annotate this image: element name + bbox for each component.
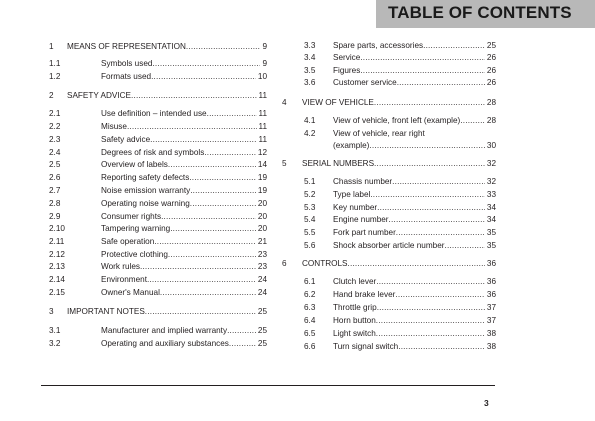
toc-entry-page: 25 xyxy=(257,326,267,335)
toc-entry-page: 23 xyxy=(257,250,267,259)
toc-entry-number: 2.7 xyxy=(49,186,61,195)
toc-entry-page: 28 xyxy=(486,116,496,125)
toc-entry[interactable] xyxy=(0,176,595,188)
toc-entry-title: Key number xyxy=(333,203,378,212)
toc-leader-dots xyxy=(348,258,485,270)
toc-entry[interactable] xyxy=(0,189,595,201)
toc-entry[interactable] xyxy=(0,128,595,140)
toc-entry-title: Environment xyxy=(101,275,147,284)
toc-entry-page: 35 xyxy=(486,228,496,237)
toc-entry-number: 1.1 xyxy=(49,59,61,68)
toc-entry-title: Overview of labels xyxy=(101,160,168,169)
toc-entry-title: Work rules xyxy=(101,262,140,271)
toc-entry-number: 6 xyxy=(282,259,287,268)
toc-entry-page: 24 xyxy=(257,288,267,297)
toc-entry-title: Light switch xyxy=(333,329,376,338)
toc-entry[interactable] xyxy=(0,214,595,226)
toc-entry[interactable] xyxy=(0,315,595,327)
toc-entry-number: 3.3 xyxy=(304,41,316,50)
toc-entry[interactable] xyxy=(0,97,595,109)
toc-entry-number: 5 xyxy=(282,159,287,168)
toc-leader-dots xyxy=(389,214,485,226)
toc-entry-number: 3.2 xyxy=(49,339,61,348)
toc-entry-title: CONTROLS xyxy=(302,259,348,268)
toc-entry-page: 9 xyxy=(262,59,267,68)
toc-entry-title: SERIAL NUMBERS xyxy=(302,159,375,168)
toc-entry-title: VIEW OF VEHICLE xyxy=(302,98,374,107)
toc-entry[interactable] xyxy=(0,289,595,301)
toc-entry-title: MEANS OF REPRESENTATION xyxy=(67,42,186,51)
toc-entry-page: 20 xyxy=(257,199,267,208)
toc-entry-page: 28 xyxy=(486,98,496,107)
toc-entry-page: 10 xyxy=(257,72,267,81)
toc-entry[interactable] xyxy=(0,227,595,239)
toc-entry[interactable] xyxy=(0,158,595,170)
toc-entry-number: 2.5 xyxy=(49,160,61,169)
toc-entry-title: Throttle grip xyxy=(333,303,377,312)
toc-entry-page: 26 xyxy=(486,78,496,87)
toc-entry-title: Protective clothing xyxy=(101,250,168,259)
toc-entry-page: 34 xyxy=(486,215,496,224)
toc-entry-number: 2.9 xyxy=(49,212,61,221)
toc-entry-title: Use definition – intended use xyxy=(101,109,207,118)
toc-entry-page: 19 xyxy=(257,186,267,195)
toc-entry-number: 2 xyxy=(49,91,54,100)
toc-entry-title: Reporting safety defects xyxy=(101,173,190,182)
toc-entry-page: 30 xyxy=(486,141,496,150)
toc-entry-title: Type label xyxy=(333,190,371,199)
toc-entry[interactable] xyxy=(0,115,595,127)
toc-leader-dots xyxy=(370,189,485,201)
toc-entry-title: Turn signal switch xyxy=(333,342,399,351)
toc-leader-dots xyxy=(398,341,485,353)
toc-entry-title: IMPORTANT NOTES xyxy=(67,307,145,316)
toc-entry-title: Manufacturer and implied warranty xyxy=(101,326,228,335)
toc-entry-title: (example) xyxy=(333,141,370,150)
toc-entry-number: 2.11 xyxy=(49,237,65,246)
toc-entry-page: 19 xyxy=(257,173,267,182)
toc-entry-page: 25 xyxy=(257,307,267,316)
toc-leader-dots xyxy=(369,140,484,152)
toc-leader-dots xyxy=(360,52,485,64)
toc-entry-number: 1.2 xyxy=(49,72,61,81)
toc-entry-title: Chassis number xyxy=(333,177,393,186)
toc-leader-dots xyxy=(376,315,485,327)
toc-entry-title: Service xyxy=(333,53,361,62)
toc-entry-title: Degrees of risk and symbols xyxy=(101,148,205,157)
toc-entry-title: Horn button xyxy=(333,316,376,325)
toc-entry-number: 3.1 xyxy=(49,326,61,335)
toc-leader-dots xyxy=(392,176,485,188)
toc-entry-page: 32 xyxy=(486,177,496,186)
toc-entry-title: Customer service xyxy=(333,78,397,87)
toc-entry-number: 6.6 xyxy=(304,342,316,351)
toc-entry-number: 3.5 xyxy=(304,66,316,75)
toc-entry-number: 3.4 xyxy=(304,53,316,62)
toc-entry-number: 2.15 xyxy=(49,288,65,297)
toc-entry-page: 36 xyxy=(486,290,496,299)
toc-entry-number: 5.2 xyxy=(304,190,316,199)
toc-entry-page: 24 xyxy=(257,275,267,284)
toc-leader-dots xyxy=(374,158,485,170)
toc-entry-title: Tampering warning xyxy=(101,224,171,233)
toc-entry-page: 38 xyxy=(486,342,496,351)
page-number: 3 xyxy=(484,398,489,408)
toc-entry-title: View of vehicle, front left (example) xyxy=(333,116,461,125)
toc-entry-page: 35 xyxy=(486,241,496,250)
toc-entry-page: 26 xyxy=(486,53,496,62)
toc-entry-number: 6.5 xyxy=(304,329,316,338)
toc-leader-dots xyxy=(360,65,485,77)
toc-entry-number: 2.10 xyxy=(49,224,65,233)
toc-entry-page: 25 xyxy=(257,339,267,348)
footer-divider xyxy=(41,385,495,386)
toc-entry-page: 20 xyxy=(257,224,267,233)
toc-entry-page: 11 xyxy=(258,91,267,100)
toc-entry-page: 11 xyxy=(258,135,267,144)
toc-entry-number: 4.2 xyxy=(304,129,316,138)
toc-entry-title: Owner's Manual xyxy=(101,288,160,297)
toc-entry-page: 20 xyxy=(257,212,267,221)
toc-entry-title: Safe operation xyxy=(101,237,155,246)
toc-entry-number: 2.6 xyxy=(49,173,61,182)
page-title: TABLE OF CONTENTS xyxy=(388,3,572,22)
toc-entry-number: 5.5 xyxy=(304,228,316,237)
toc-entry-number: 6.3 xyxy=(304,303,316,312)
toc-entry-number: 6.4 xyxy=(304,316,316,325)
toc-entry-number: 4 xyxy=(282,98,287,107)
toc-entry-title: Misuse xyxy=(101,122,127,131)
toc-entry-number: 1 xyxy=(49,42,54,51)
toc-entry-number: 2.14 xyxy=(49,275,65,284)
toc-entry-page: 9 xyxy=(262,42,267,51)
toc-entry-title: Formats used xyxy=(101,72,152,81)
toc-entry-number: 5.6 xyxy=(304,241,316,250)
toc-entry[interactable] xyxy=(0,140,595,152)
toc-entry-number: 2.13 xyxy=(49,262,65,271)
toc-entry-page: 37 xyxy=(486,303,496,312)
toc-leader-dots xyxy=(423,40,485,52)
toc-entry[interactable] xyxy=(0,341,595,353)
toc-leader-dots xyxy=(377,302,485,314)
toc-entry[interactable] xyxy=(0,40,595,52)
toc-entry-page: 33 xyxy=(486,190,496,199)
toc-leader-dots xyxy=(397,77,485,89)
toc-entry-page: 25 xyxy=(486,41,496,50)
toc-entry[interactable] xyxy=(0,328,595,340)
toc-entry-title: Hand brake lever xyxy=(333,290,396,299)
toc-entry-number: 2.8 xyxy=(49,199,61,208)
toc-entry-title: Figures xyxy=(333,66,361,75)
toc-entry-page: 26 xyxy=(486,66,496,75)
toc-entry-number: 2.1 xyxy=(49,109,61,118)
toc-leader-dots xyxy=(460,115,485,127)
toc-entry-number: 2.3 xyxy=(49,135,61,144)
toc-leader-dots xyxy=(377,202,485,214)
toc-entry-page: 32 xyxy=(486,159,496,168)
toc-entry-title: Consumer rights xyxy=(101,212,162,221)
toc-leader-dots xyxy=(395,289,485,301)
toc-entry-title: Fork part number xyxy=(333,228,396,237)
toc-entry-number: 5.1 xyxy=(304,177,316,186)
toc-entry-number: 4.1 xyxy=(304,116,316,125)
toc-entry-number: 5.3 xyxy=(304,203,316,212)
toc-entry-title: Shock absorber article number xyxy=(333,241,445,250)
toc-entry-title: Engine number xyxy=(333,215,389,224)
toc-entry[interactable] xyxy=(0,52,595,64)
toc-entry-title: SAFETY ADVICE xyxy=(67,91,132,100)
toc-entry-title: Noise emission warranty xyxy=(101,186,191,195)
toc-entry-number: 3.6 xyxy=(304,78,316,87)
toc-entry-page: 12 xyxy=(257,148,267,157)
toc-entry-number: 3 xyxy=(49,307,54,316)
toc-entry[interactable] xyxy=(0,258,595,270)
toc-entry-page: 36 xyxy=(486,259,496,268)
toc-entry-title: Clutch lever xyxy=(333,277,377,286)
toc-entry-page: 37 xyxy=(486,316,496,325)
toc-entry[interactable] xyxy=(0,77,595,89)
toc-entry-number: 6.1 xyxy=(304,277,316,286)
toc-entry-page: 38 xyxy=(486,329,496,338)
toc-entry-page xyxy=(425,128,427,140)
toc-entry-title: Symbols used xyxy=(101,59,153,68)
toc-entry-page: 36 xyxy=(486,277,496,286)
toc-entry[interactable] xyxy=(0,65,595,77)
toc-entry-number: 5.4 xyxy=(304,215,316,224)
toc-entry-number: 2.2 xyxy=(49,122,61,131)
toc-entry-page: 23 xyxy=(257,262,267,271)
toc-entry-title: View of vehicle, rear right xyxy=(333,129,425,138)
toc-entry[interactable] xyxy=(0,302,595,314)
toc-entry[interactable] xyxy=(0,276,595,288)
toc-entry-page: 11 xyxy=(258,109,267,118)
toc-entry-title: Operating and auxiliary substances xyxy=(101,339,229,348)
toc-entry[interactable] xyxy=(0,240,595,252)
toc-leader-dots xyxy=(374,97,485,109)
toc-leader-dots xyxy=(445,240,485,252)
toc-leader-dots xyxy=(396,227,485,239)
toc-entry-page: 21 xyxy=(257,237,267,246)
toc-entry-number: 2.12 xyxy=(49,250,65,259)
toc-entry-title: Safety advice xyxy=(101,135,151,144)
toc-leader-dots xyxy=(376,328,485,340)
toc-entry-page: 14 xyxy=(257,160,267,169)
toc-entry[interactable] xyxy=(0,202,595,214)
toc-entry-number: 6.2 xyxy=(304,290,316,299)
toc-entry-number: 2.4 xyxy=(49,148,61,157)
toc-entry-title: Operating noise warning xyxy=(101,199,190,208)
toc-entry-title: Spare parts, accessories xyxy=(333,41,424,50)
toc-entry-page: 11 xyxy=(258,122,267,131)
toc-leader-dots xyxy=(376,276,485,288)
toc-entry-page: 34 xyxy=(486,203,496,212)
